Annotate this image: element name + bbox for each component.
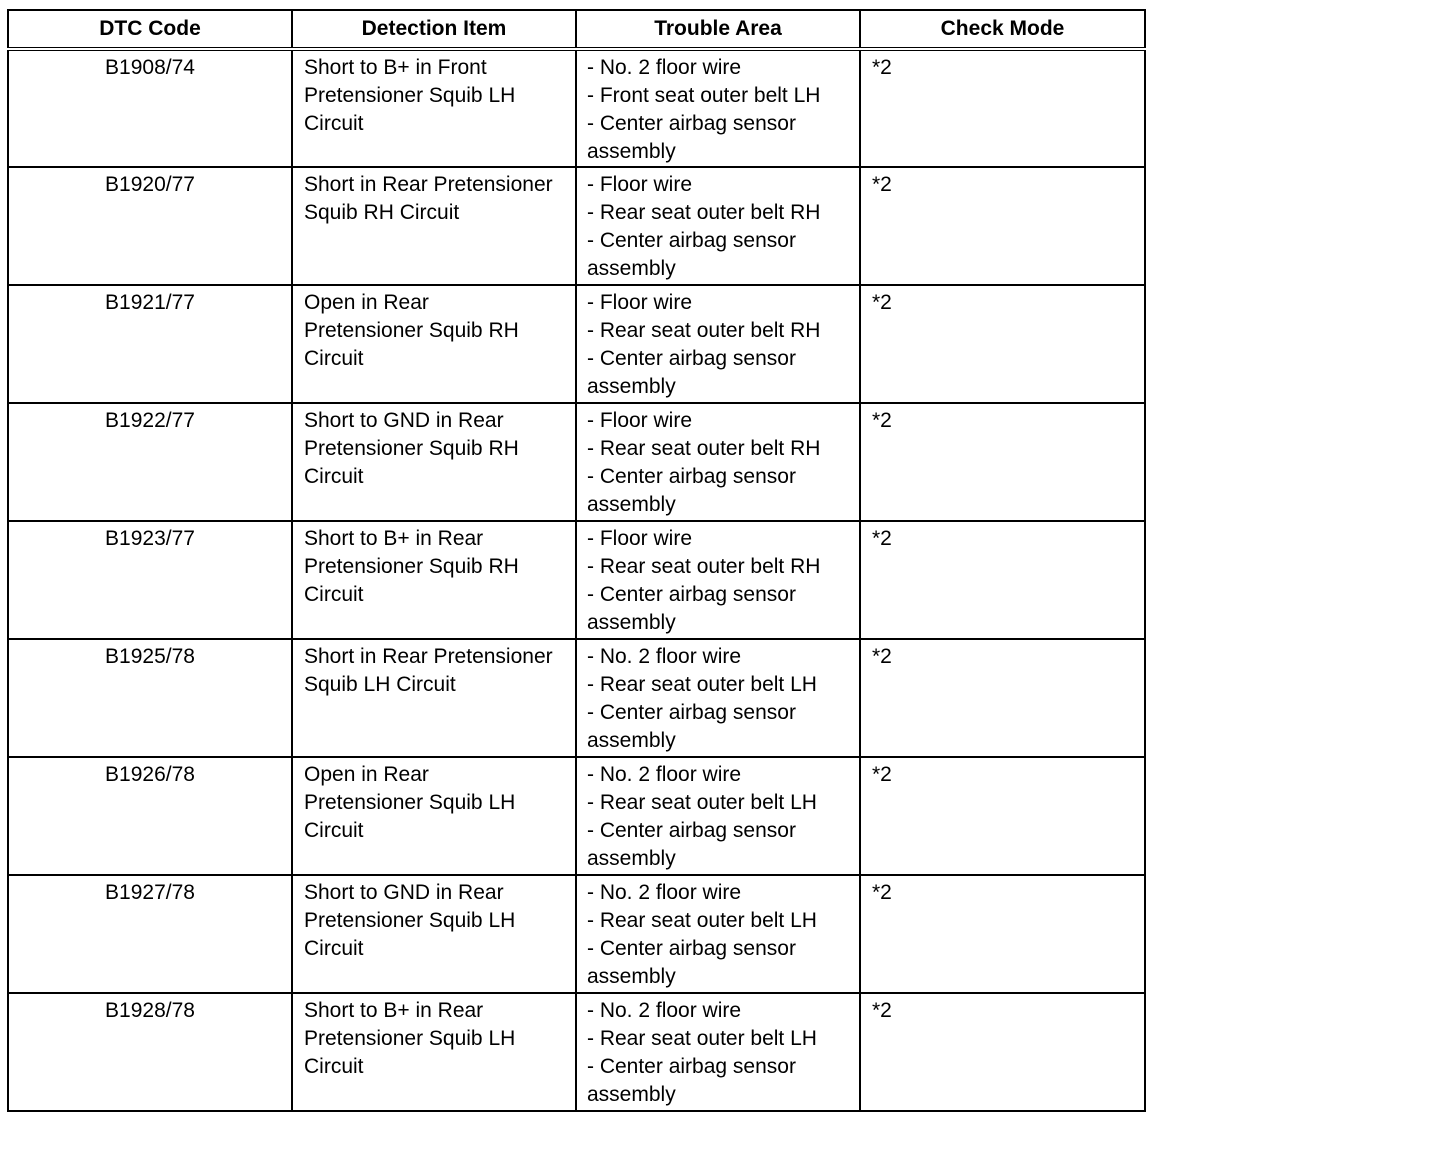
check-mode-cell: *2 [860, 403, 1145, 521]
trouble-area-line: assembly [587, 729, 676, 752]
trouble-area-cell [576, 993, 860, 1111]
detection-item-cell [292, 993, 576, 1111]
detection-item-cell [292, 639, 576, 757]
detection-item-line: Circuit [304, 819, 364, 842]
table-row [8, 403, 1145, 521]
trouble-area-line: - Center airbag sensor [587, 229, 796, 252]
detection-item-cell [292, 167, 576, 285]
detection-item-line: Short in Rear Pretensioner [304, 173, 553, 196]
detection-item-line: Short to B+ in Rear [304, 999, 484, 1022]
trouble-area-line: assembly [587, 257, 676, 280]
table-row [8, 521, 1145, 639]
dtc-code-cell: B1922/77 [8, 403, 292, 521]
trouble-area-line: - Rear seat outer belt RH [587, 201, 821, 224]
dtc-code-cell: B1921/77 [8, 285, 292, 403]
dtc-code-cell: B1927/78 [8, 875, 292, 993]
trouble-area-line: - Rear seat outer belt LH [587, 673, 817, 696]
table-row [8, 285, 1145, 403]
trouble-area-line: assembly [587, 493, 676, 516]
detection-item-line: Pretensioner Squib LH [304, 84, 516, 107]
trouble-area-cell [576, 285, 860, 403]
trouble-area-cell [576, 639, 860, 757]
detection-item-line: Short to GND in Rear [304, 409, 504, 432]
trouble-area-line: assembly [587, 965, 676, 988]
detection-item-line: Short in Rear Pretensioner [304, 645, 553, 668]
detection-item-line: Pretensioner Squib RH [304, 437, 519, 460]
trouble-area-cell [576, 757, 860, 875]
check-mode-cell: *2 [860, 993, 1145, 1111]
trouble-area-line: - Center airbag sensor [587, 465, 796, 488]
detection-item-cell [292, 403, 576, 521]
table-row [8, 993, 1145, 1111]
trouble-area-cell [576, 521, 860, 639]
trouble-area-line: - Floor wire [587, 291, 693, 314]
detection-item-line: Short to GND in Rear [304, 881, 504, 904]
detection-item-cell [292, 757, 576, 875]
trouble-area-cell [576, 403, 860, 521]
table-row [8, 875, 1145, 993]
trouble-area-line: - Rear seat outer belt LH [587, 909, 817, 932]
dtc-code-cell: B1928/78 [8, 993, 292, 1111]
table-row [8, 167, 1145, 285]
trouble-area-line: - Center airbag sensor [587, 347, 796, 370]
header-check-mode: Check Mode [860, 10, 1145, 49]
detection-item-line: Circuit [304, 937, 364, 960]
detection-item-cell [292, 49, 576, 167]
detection-item-line: Circuit [304, 347, 364, 370]
detection-item-line: Squib LH Circuit [304, 673, 456, 696]
check-mode-cell: *2 [860, 757, 1145, 875]
trouble-area-line: - Rear seat outer belt LH [587, 1027, 817, 1050]
trouble-area-cell [576, 49, 860, 167]
trouble-area-cell [576, 167, 860, 285]
table-body [8, 49, 1145, 1111]
detection-item-line: Circuit [304, 465, 364, 488]
detection-item-cell [292, 285, 576, 403]
trouble-area-line: - Rear seat outer belt LH [587, 791, 817, 814]
trouble-area-line: - Center airbag sensor [587, 1055, 796, 1078]
header-trouble-area: Trouble Area [576, 10, 860, 49]
table-row [8, 757, 1145, 875]
trouble-area-line: assembly [587, 847, 676, 870]
trouble-area-line: - Rear seat outer belt RH [587, 319, 821, 342]
dtc-code-cell: B1908/74 [8, 49, 292, 167]
check-mode-cell: *2 [860, 521, 1145, 639]
detection-item-line: Circuit [304, 112, 364, 135]
table-row [8, 639, 1145, 757]
detection-item-line: Pretensioner Squib LH [304, 909, 516, 932]
detection-item-line: Short to B+ in Rear [304, 527, 484, 550]
header-row [8, 10, 1145, 49]
trouble-area-line: - Front seat outer belt LH [587, 84, 821, 107]
trouble-area-line: - Center airbag sensor [587, 112, 796, 135]
header-detection-item: Detection Item [292, 10, 576, 49]
trouble-area-line: assembly [587, 140, 676, 163]
check-mode-cell: *2 [860, 167, 1145, 285]
trouble-area-line: assembly [587, 611, 676, 634]
trouble-area-line: - Rear seat outer belt RH [587, 555, 821, 578]
detection-item-line: Circuit [304, 1055, 364, 1078]
check-mode-cell: *2 [860, 875, 1145, 993]
header-dtc-code: DTC Code [8, 10, 292, 49]
detection-item-line: Pretensioner Squib RH [304, 319, 519, 342]
trouble-area-line: - Center airbag sensor [587, 819, 796, 842]
table-row [8, 49, 1145, 167]
trouble-area-line: - Center airbag sensor [587, 937, 796, 960]
trouble-area-line: assembly [587, 375, 676, 398]
trouble-area-line: - No. 2 floor wire [587, 645, 742, 668]
detection-item-line: Pretensioner Squib LH [304, 1027, 516, 1050]
check-mode-cell: *2 [860, 285, 1145, 403]
trouble-area-line: - No. 2 floor wire [587, 999, 742, 1022]
trouble-area-line: - Floor wire [587, 173, 693, 196]
detection-item-line: Open in Rear [304, 763, 429, 786]
trouble-area-line: - Center airbag sensor [587, 701, 796, 724]
detection-item-line: Short to B+ in Front [304, 56, 487, 79]
check-mode-cell: *2 [860, 639, 1145, 757]
dtc-code-cell: B1920/77 [8, 167, 292, 285]
trouble-area-line: - Center airbag sensor [587, 583, 796, 606]
check-mode-cell: *2 [860, 49, 1145, 167]
trouble-area-line: - No. 2 floor wire [587, 881, 742, 904]
trouble-area-cell [576, 875, 860, 993]
detection-item-line: Pretensioner Squib RH [304, 555, 519, 578]
trouble-area-line: - Floor wire [587, 527, 693, 550]
dtc-code-cell: B1923/77 [8, 521, 292, 639]
detection-item-cell [292, 521, 576, 639]
trouble-area-line: assembly [587, 1083, 676, 1106]
dtc-table [7, 9, 1146, 1112]
trouble-area-line: - No. 2 floor wire [587, 763, 742, 786]
trouble-area-line: - No. 2 floor wire [587, 56, 742, 79]
detection-item-line: Squib RH Circuit [304, 201, 460, 224]
detection-item-line: Pretensioner Squib LH [304, 791, 516, 814]
detection-item-line: Circuit [304, 583, 364, 606]
table-header [8, 10, 1145, 49]
dtc-code-cell: B1926/78 [8, 757, 292, 875]
dtc-code-cell: B1925/78 [8, 639, 292, 757]
detection-item-line: Open in Rear [304, 291, 429, 314]
trouble-area-line: - Rear seat outer belt RH [587, 437, 821, 460]
detection-item-cell [292, 875, 576, 993]
trouble-area-line: - Floor wire [587, 409, 693, 432]
